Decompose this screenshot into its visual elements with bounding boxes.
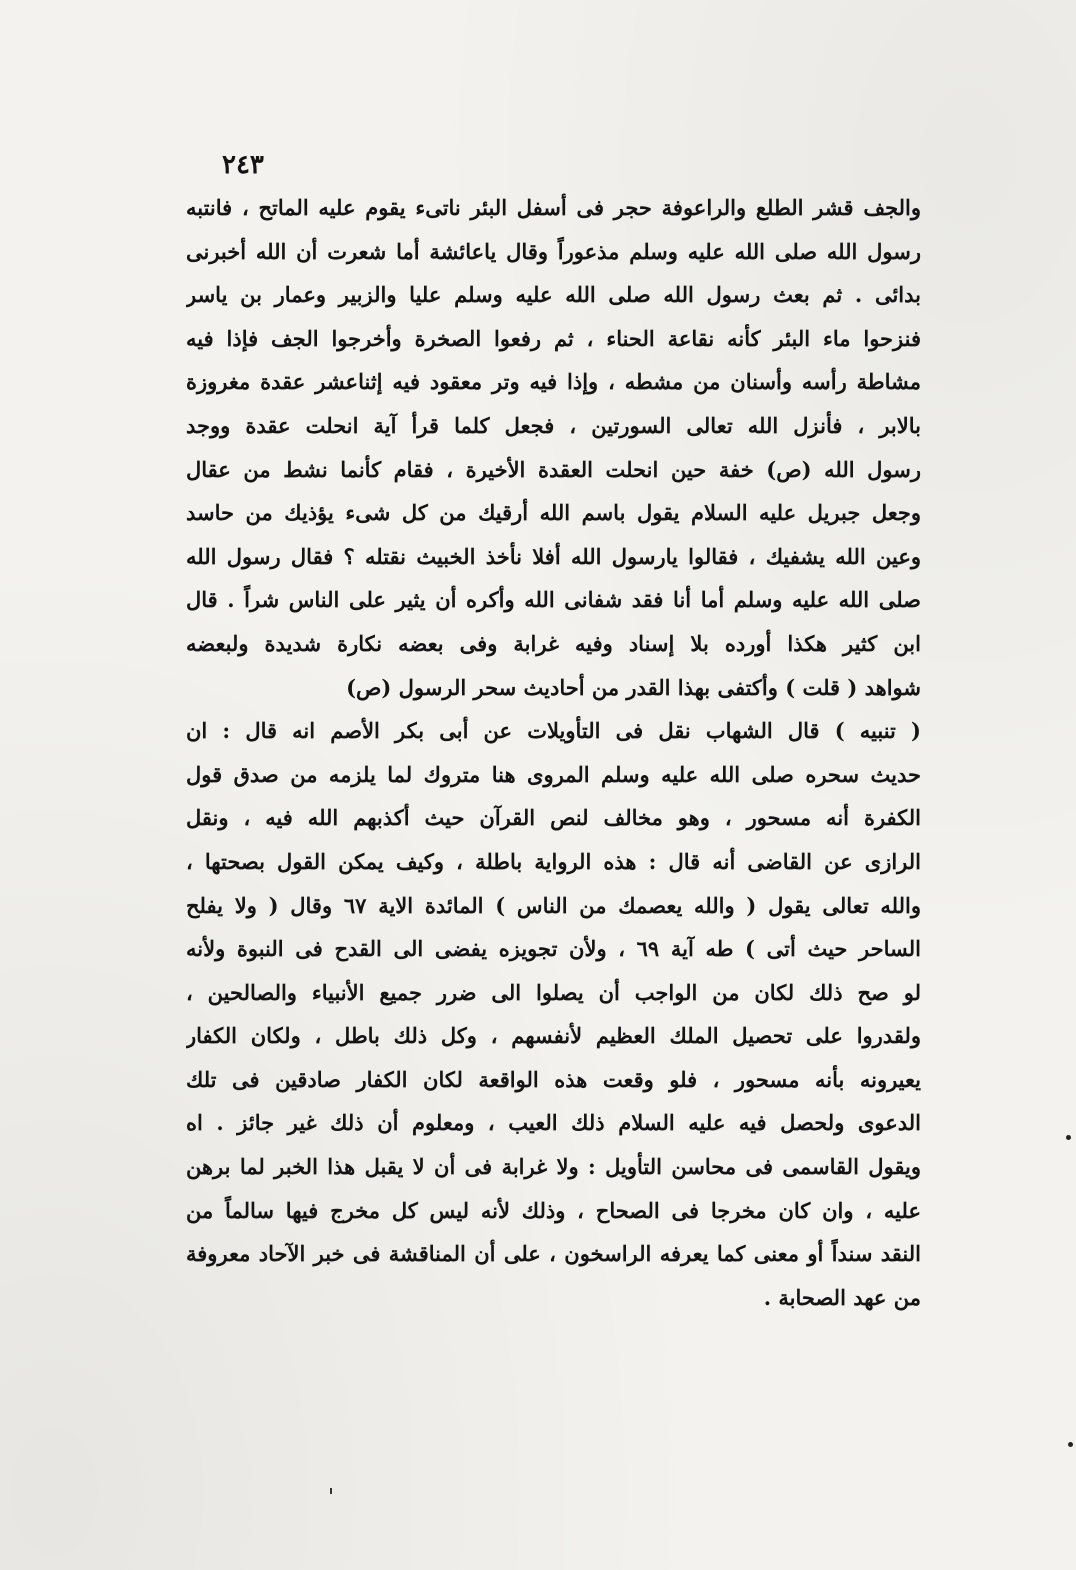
text-line: شواهد ( قلت ) وأكتفى بهذا القدر من أحاديث سحر الرسول (ص) (346, 674, 921, 700)
scan-mark (330, 1488, 332, 1494)
scan-speck (1068, 1442, 1073, 1447)
text-line: بدائى . ثم بعث رسول الله صلى الله عليه وسلم عليا والزبير وعمار بن ياسر (186, 282, 921, 308)
page-number: ٢٤٣ (222, 150, 264, 180)
text-line: مشاطة رأسه وأسنان من مشطه ، وإذا فيه وتر معقود فيه إثناعشر عقدة مغروزة (186, 369, 921, 395)
text-line: ( تنبيه ) قال الشهاب نقل فى التأويلات عن أبى بكر الأصم انه قال : ان (186, 718, 921, 744)
text-line: الساحر حيث أتى ) طه آية ٦٩ ، ولأن تجويزه يفضى الى القدح فى النبوة ولأنه (186, 936, 921, 962)
text-line: والجف قشر الطلع والراعوفة حجر فى أسفل البئر ناتىء يقوم عليه الماتح ، فانتبه (186, 195, 921, 220)
text-line: الدعوى ولحصل فيه عليه السلام ذلك العيب ، ومعلوم أن ذلك غير جائز . اه (186, 1110, 921, 1136)
text-line: بالابر ، فأنزل الله تعالى السورتين ، فجعل كلما قرأ آية انحلت عقدة ووجد (186, 412, 921, 438)
text-line: ابن كثير هكذا أورده بلا إسناد وفيه غرابة وفى بعضه نكارة شديدة ولبعضه (186, 630, 921, 656)
text-line: يعيرونه بأنه مسحور ، فلو وقعت هذه الواقعة لكان الكفار صادقين فى تلك (186, 1066, 921, 1092)
text-line: وجعل جبريل عليه السلام يقول باسم الله أرقيك من كل شىء يؤذيك من حاسد (186, 500, 921, 526)
scan-speck (1066, 1135, 1071, 1140)
text-line: رسول الله (ص) خفة حين انحلت العقدة الأخيرة ، فقام كأنما نشط من عقال (186, 456, 921, 482)
text-line: صلى الله عليه وسلم أما أنا فقد شفانى الله وأكره أن يثير على الناس شراً . قال (186, 587, 921, 613)
text-line: فنزحوا ماء البئر كأنه نقاعة الحناء ، ثم رفعوا الصخرة وأخرجوا الجف فإذا فيه (186, 325, 921, 351)
text-line: وعين الله يشفيك ، فقالوا يارسول الله أفلا نأخذ الخبيث نقتله ؟ فقال رسول الله (186, 543, 921, 569)
text-line: الرازى عن القاضى أنه قال : هذه الرواية باطلة ، وكيف يمكن القول بصحتها ، (186, 848, 921, 874)
text-line: ويقول القاسمى فى محاسن التأويل : ولا غرابة فى أن لا يقبل هذا الخبر لما برهن (186, 1154, 921, 1180)
text-line: الكفرة أنه مسحور ، وهو مخالف لنص القرآن حيث أكذبهم الله فيه ، ونقل (186, 805, 921, 831)
body-text (186, 186, 921, 1319)
text-line: رسول الله صلى الله عليه وسلم مذعوراً وقال ياعائشة أما شعرت أن الله أخبرنى (186, 238, 921, 264)
text-line: لو صح ذلك لكان من الواجب أن يصلوا الى ضرر جميع الأنبياء والصالحين ، (186, 979, 921, 1005)
text-line: النقد سنداً أو معنى كما يعرفه الراسخون ، على أن المناقشة فى خبر الآحاد معروفة (186, 1241, 921, 1267)
text-line: حديث سحره صلى الله عليه وسلم المروى هنا متروك لما يلزمه من صدق قول (186, 761, 921, 787)
text-line: ولقدروا على تحصيل الملك العظيم لأنفسهم ، وكل ذلك باطل ، ولكان الكفار (186, 1023, 921, 1049)
text-line: عليه ، وان كان مخرجا فى الصحاح ، وذلك لأنه ليس كل مخرج فيها سالماً من (186, 1197, 921, 1223)
text-line: والله تعالى يقول ( والله يعصمك من الناس ) المائدة الاية ٦٧ وقال ( ولا يفلح (186, 892, 921, 918)
text-line: من عهد الصحابة . (763, 1284, 921, 1310)
